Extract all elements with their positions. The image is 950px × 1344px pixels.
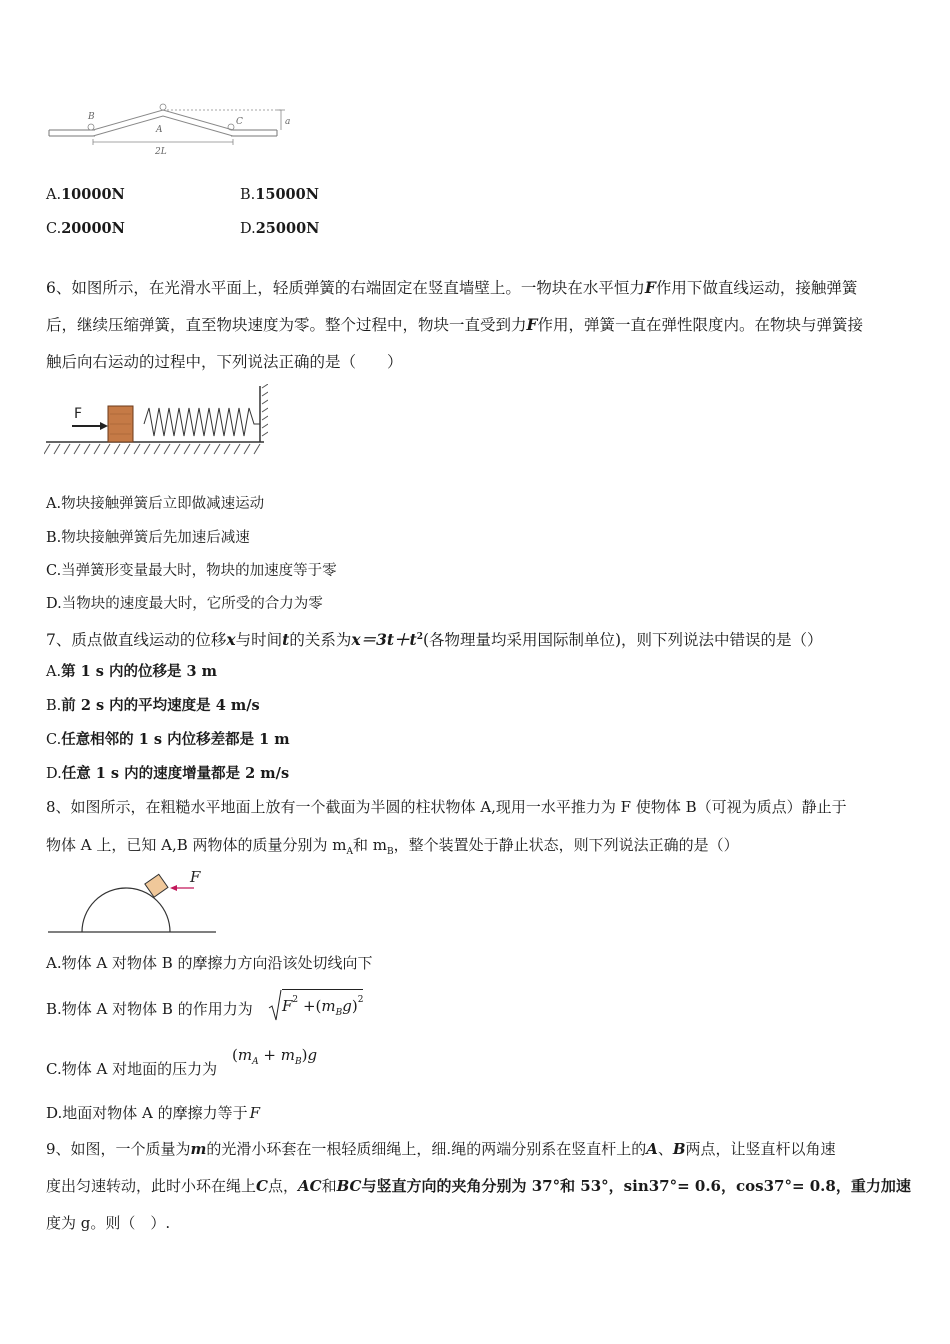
q6-option-b: B.物块接触弹簧后先加速后减速 — [46, 530, 250, 546]
q6-option-d: D.当物块的速度最大时，它所受的合力为零 — [46, 596, 323, 612]
label-b: B — [88, 112, 95, 122]
q8-line-1: 8、如图所示，在粗糙水平地面上放有一个截面为半圆的柱状物体 A,现用一水平推力为 F 使物体 B（可视为质点）静止于 — [46, 798, 847, 816]
q6-option-c: C.当弹簧形变量最大时，物块的加速度等于零 — [46, 563, 337, 579]
label-height-a: a — [285, 117, 291, 127]
q9-line-3: 度为 g。则（ ）. — [46, 1214, 171, 1232]
q7-stem: 7、质点做直线运动的位移x与时间t的关系为$x=3t+t^2$(各物理量均采用国际制单位)，则下列说法中错误的是（） — [46, 630, 823, 650]
q8-force-label: F — [190, 868, 201, 886]
label-2l: 2L — [155, 147, 167, 157]
q9-line-1: 9、如图，一个质量为m的光滑小环套在一根轻质细绳上，细.绳的两端分别系在竖直杆上的A、B两点，让竖直杆以角速 — [46, 1140, 836, 1158]
q5-option-b: B.15000N — [240, 186, 319, 203]
q7-option-d: D.任意 1 s 内的速度增量都是 2 m/s — [46, 765, 290, 782]
q5-option-c: C.20000N — [46, 220, 125, 237]
label-a: A — [156, 125, 163, 135]
q6-line-1: 6、如图所示，在光滑水平面上，轻质弹簧的右端固定在竖直墙壁上。一物块在水平恒力F作用下做直线运动，接触弹簧 — [46, 278, 858, 297]
q9-line-2: 度出匀速转动，此时小环在绳上C点，AC和BC与竖直方向的夹角分别为 37°和 53°，sin37°= 0.6，cos37°= 0.8，重力加速 — [46, 1177, 911, 1195]
q5-option-a: A.10000N — [46, 186, 125, 203]
label-c: C — [236, 117, 243, 127]
q8-option-c: C.物体 A 对地面的压力为 — [46, 1060, 218, 1078]
spring-block-figure — [44, 384, 268, 464]
q7-option-b: B.前 2 s 内的平均速度是 4 m/s — [46, 697, 260, 714]
q8-option-b: B.物体 A 对物体 B 的作用力为 — [46, 1000, 253, 1018]
q7-option-c: C.任意相邻的 1 s 内位移差都是 1 m — [46, 731, 290, 748]
force-label: F — [74, 406, 83, 422]
q8-option-c-formula: $(m_A + m_B)g$ — [232, 1046, 318, 1067]
q8-option-a: A.物体 A 对物体 B 的摩擦力方向沿该处切线向下 — [46, 954, 373, 972]
q8-line-2: 物体 A 上，已知 A,B 两物体的质量分别为 $m_A$和 $m_B$，整个装置处于静止状态，则下列说法正确的是（） — [46, 836, 739, 857]
q7-option-a: A.第 1 s 内的位移是 3 m — [46, 663, 218, 680]
q6-line-3: 触后向右运动的过程中，下列说法正确的是（ ） — [46, 353, 403, 371]
q5-option-d: D.25000N — [240, 220, 320, 237]
semicircle-figure — [44, 864, 220, 936]
q6-option-a: A.物块接触弹簧后立即做减速运动 — [46, 496, 265, 512]
ramp-figure — [45, 96, 305, 158]
q6-line-2: 后，继续压缩弹簧，直至物块速度为零。整个过程中，物块一直受到力F作用，弹簧一直在弹性限度内。在物块与弹簧接 — [46, 315, 864, 334]
q8-option-d: D.地面对物体 A 的摩擦力等于 F — [46, 1104, 261, 1122]
